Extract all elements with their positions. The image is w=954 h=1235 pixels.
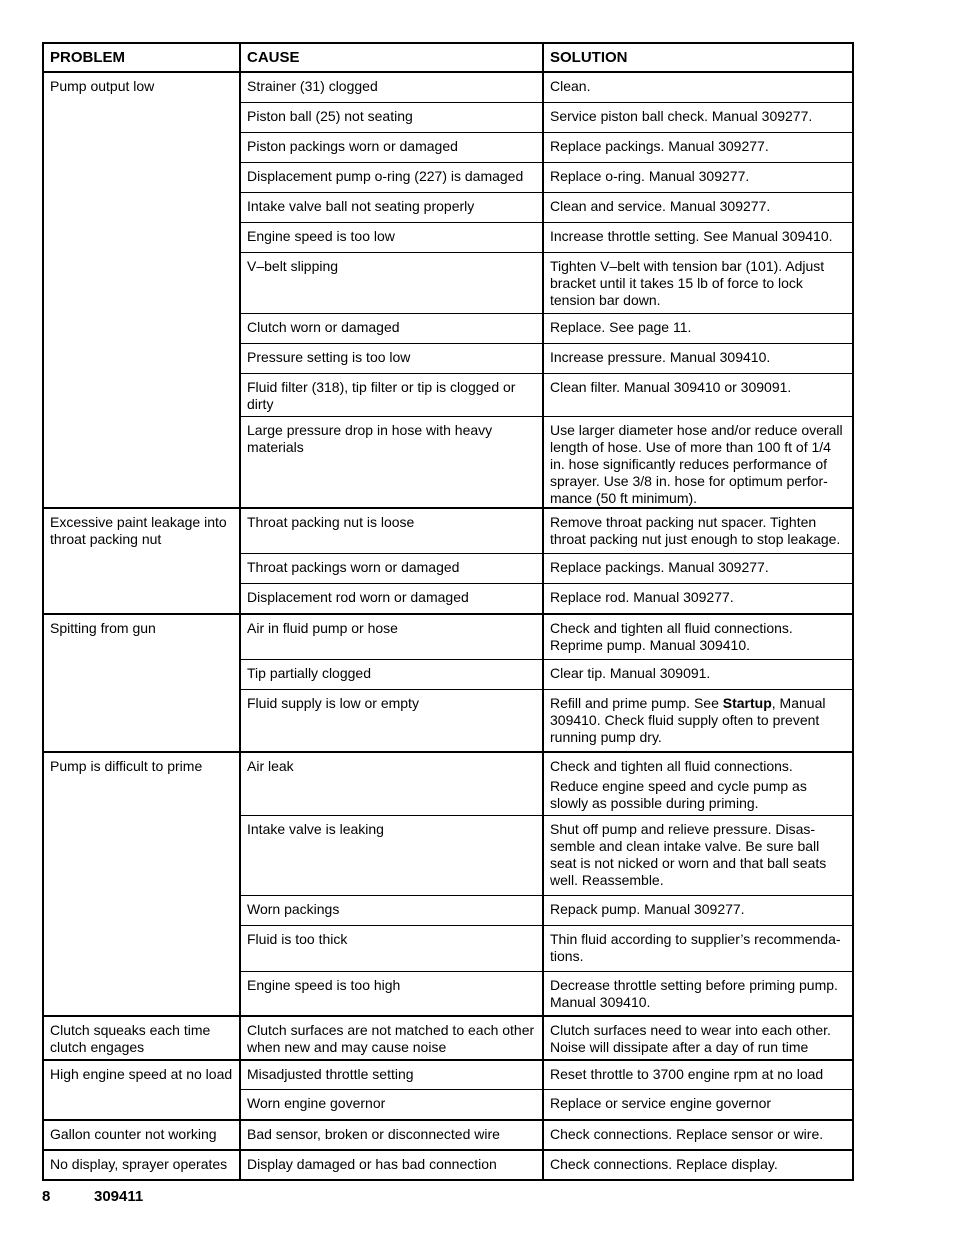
- table-row: [43, 614, 853, 660]
- solution-text: Replace. See page 11.: [550, 318, 692, 335]
- solution-text: Use larger diameter hose and/or reduce overall length of hose. Use of more than 100 ft of 1/4 in. hose significantly reduces performance of sprayer. Use 3/8 in. hose for optimum perfor-mance (50 ft minimum).: [550, 421, 843, 506]
- cause-text: Fluid is too thick: [247, 931, 348, 947]
- problem-text: Pump is difficult to prime: [50, 757, 203, 774]
- problem-cell: [43, 72, 240, 508]
- solution-text: Service piston ball check. Manual 309277.: [550, 107, 813, 124]
- cause-text: Fluid supply is low or empty: [247, 695, 419, 711]
- cause-cell: [240, 690, 543, 752]
- cause-cell: [240, 102, 543, 132]
- solution-text: Clean filter. Manual 309410 or 309091.: [550, 378, 792, 395]
- table-row: [43, 508, 853, 554]
- table-row: [43, 72, 853, 102]
- cause-text: Bad sensor, broken or disconnected wire: [247, 1125, 500, 1142]
- problem-text: No display, sprayer operates: [50, 1155, 228, 1172]
- solution-text: Increase pressure. Manual 309410.: [550, 348, 771, 365]
- cause-text: Fluid filter (318), tip filter or tip is clogged or dirty: [247, 378, 516, 412]
- header-row: [43, 43, 853, 72]
- cause-text: Display damaged or has bad connection: [247, 1155, 497, 1172]
- solution-cell: [543, 72, 853, 102]
- solution-cell: [543, 660, 853, 690]
- problem-text: Gallon counter not working: [50, 1125, 217, 1142]
- solution-text: Reset throttle to 3700 engine rpm at no load: [550, 1065, 824, 1082]
- solution-cell: [543, 1120, 853, 1150]
- solution-cell: [543, 343, 853, 373]
- table-row: [43, 1120, 853, 1150]
- table-body: [43, 72, 853, 1180]
- startup-emphasis: Startup: [722, 695, 772, 711]
- solution-cell: [543, 416, 853, 508]
- cause-cell: [240, 313, 543, 343]
- cause-text: Worn engine governor: [247, 1095, 386, 1111]
- solution-cell: [543, 192, 853, 222]
- solution-text: Clean and service. Manual 309277.: [550, 197, 771, 214]
- problem-text: Spitting from gun: [50, 619, 156, 636]
- cause-text: Pressure setting is too low: [247, 348, 411, 365]
- cause-cell: [240, 660, 543, 690]
- cause-cell: [240, 926, 543, 972]
- cause-cell: [240, 896, 543, 926]
- cause-cell: [240, 816, 543, 896]
- cause-text: V–belt slipping: [247, 257, 339, 274]
- cause-text: Piston packings worn or damaged: [247, 137, 458, 154]
- cause-text: Clutch surfaces are not matched to each other when new and may cause noise: [247, 1021, 535, 1055]
- problem-text: High engine speed at no load: [50, 1065, 233, 1082]
- solution-text: Clear tip. Manual 309091.: [550, 665, 711, 681]
- cause-cell: [240, 752, 543, 816]
- solution-cell: [543, 554, 853, 584]
- cause-cell: [240, 554, 543, 584]
- cause-cell: [240, 1120, 543, 1150]
- problem-cell: [43, 1016, 240, 1060]
- cause-text: Engine speed is too low: [247, 227, 395, 244]
- cause-text: Strainer (31) clogged: [247, 78, 378, 94]
- solution-cell: [543, 584, 853, 614]
- solution-text: Replace o-ring. Manual 309277.: [550, 167, 750, 184]
- solution-text: Decrease throttle setting before priming pump. Manual 309410.: [550, 977, 838, 1010]
- problem-cell: [43, 752, 240, 1016]
- cause-text: Air leak: [247, 757, 294, 774]
- solution-text: Refill and prime pump. See Startup, Manual 309410. Check fluid supply often to prevent running pump dry.: [550, 695, 826, 745]
- solution-text: Check and tighten all fluid connections.: [550, 757, 793, 774]
- solution-text: Replace packings. Manual 309277.: [550, 137, 769, 154]
- cause-cell: [240, 1016, 543, 1060]
- cause-cell: [240, 252, 543, 313]
- table-row: [43, 1060, 853, 1090]
- cause-cell: [240, 72, 543, 102]
- table-row: [43, 1150, 853, 1180]
- problem-cell: [43, 1060, 240, 1120]
- solution-cell: [543, 252, 853, 313]
- document-number: 309411: [94, 1188, 144, 1205]
- solution-cell: [543, 313, 853, 343]
- solution-text: Remove throat packing nut spacer. Tighten throat packing nut just enough to stop leakage.: [550, 513, 841, 547]
- table-row: [43, 1016, 853, 1060]
- cause-cell: [240, 222, 543, 252]
- header-solution: SOLUTION: [543, 43, 853, 72]
- solution-cell: [543, 752, 853, 816]
- solution-text: Shut off pump and relieve pressure. Disas-semble and clean intake valve. Be sure ball seat is not nicked or worn and that ball seats well. Reassemble.: [550, 821, 827, 888]
- cause-cell: [240, 584, 543, 614]
- solution-cell: [543, 1090, 853, 1120]
- solution-text: Repack pump. Manual 309277.: [550, 901, 745, 917]
- solution-text: Clean.: [550, 78, 591, 94]
- problem-text: Clutch squeaks each time clutch engages: [50, 1021, 211, 1055]
- solution-cell: [543, 1150, 853, 1180]
- solution-cell: [543, 690, 853, 752]
- solution-text: Increase throttle setting. See Manual 309410.: [550, 227, 833, 244]
- cause-cell: [240, 343, 543, 373]
- solution-text: Clutch surfaces need to wear into each other. Noise will dissipate after a day of run time: [550, 1021, 831, 1055]
- cause-cell: [240, 972, 543, 1016]
- cause-text: Tip partially clogged: [247, 665, 371, 681]
- problem-cell: [43, 1120, 240, 1150]
- problem-cell: [43, 614, 240, 752]
- problem-text: Excessive paint leakage into throat packing nut: [50, 513, 227, 547]
- cause-cell: [240, 1150, 543, 1180]
- cause-text: Misadjusted throttle setting: [247, 1065, 414, 1082]
- solution-text: Reduce engine speed and cycle pump as slowly as possible during priming.: [550, 777, 807, 811]
- solution-text: Check and tighten all fluid connections. Reprime pump. Manual 309410.: [550, 619, 793, 653]
- page-footer: [42, 1188, 143, 1205]
- solution-cell: [543, 132, 853, 162]
- cause-cell: [240, 1090, 543, 1120]
- cause-cell: [240, 508, 543, 554]
- solution-cell: [543, 508, 853, 554]
- cause-cell: [240, 192, 543, 222]
- solution-text: Check connections. Replace sensor or wire.: [550, 1125, 824, 1142]
- cause-cell: [240, 614, 543, 660]
- solution-cell: [543, 896, 853, 926]
- problem-text: Pump output low: [50, 78, 155, 94]
- solution-text: Replace or service engine governor: [550, 1095, 772, 1111]
- header-problem: PROBLEM: [43, 43, 240, 72]
- solution-cell: [543, 816, 853, 896]
- cause-cell: [240, 416, 543, 508]
- cause-text: Intake valve is leaking: [247, 821, 384, 837]
- cause-text: Worn packings: [247, 901, 340, 917]
- header-cause: CAUSE: [240, 43, 543, 72]
- solution-cell: [543, 614, 853, 660]
- solution-cell: [543, 373, 853, 416]
- troubleshooting-table: [42, 42, 854, 1181]
- solution-cell: [543, 972, 853, 1016]
- cause-text: Piston ball (25) not seating: [247, 107, 413, 124]
- solution-text: Replace rod. Manual 309277.: [550, 589, 734, 605]
- cause-text: Clutch worn or damaged: [247, 318, 400, 335]
- solution-cell: [543, 222, 853, 252]
- cause-text: Displacement rod worn or damaged: [247, 589, 469, 605]
- cause-text: Displacement pump o-ring (227) is damaged: [247, 167, 524, 184]
- cause-text: Air in fluid pump or hose: [247, 619, 398, 636]
- solution-cell: [543, 102, 853, 132]
- solution-text: Thin fluid according to supplier’s recommenda-tions.: [550, 931, 841, 964]
- solution-cell: [543, 1060, 853, 1090]
- solution-text: Replace packings. Manual 309277.: [550, 559, 769, 575]
- problem-cell: [43, 1150, 240, 1180]
- cause-text: Throat packing nut is loose: [247, 513, 415, 530]
- solution-cell: [543, 1016, 853, 1060]
- solution-text: Check connections. Replace display.: [550, 1155, 778, 1172]
- page-number: 8: [42, 1188, 51, 1205]
- cause-text: Intake valve ball not seating properly: [247, 197, 475, 214]
- solution-cell: [543, 926, 853, 972]
- cause-cell: [240, 162, 543, 192]
- solution-text: Tighten V–belt with tension bar (101). Adjust bracket until it takes 15 lb of force to lock tension bar down.: [550, 257, 825, 308]
- solution-cell: [543, 162, 853, 192]
- table-row: [43, 752, 853, 816]
- cause-text: Engine speed is too high: [247, 977, 401, 993]
- cause-text: Throat packings worn or damaged: [247, 559, 460, 575]
- cause-text: Large pressure drop in hose with heavy materials: [247, 421, 493, 455]
- cause-cell: [240, 132, 543, 162]
- cause-cell: [240, 373, 543, 416]
- problem-cell: [43, 508, 240, 614]
- cause-cell: [240, 1060, 543, 1090]
